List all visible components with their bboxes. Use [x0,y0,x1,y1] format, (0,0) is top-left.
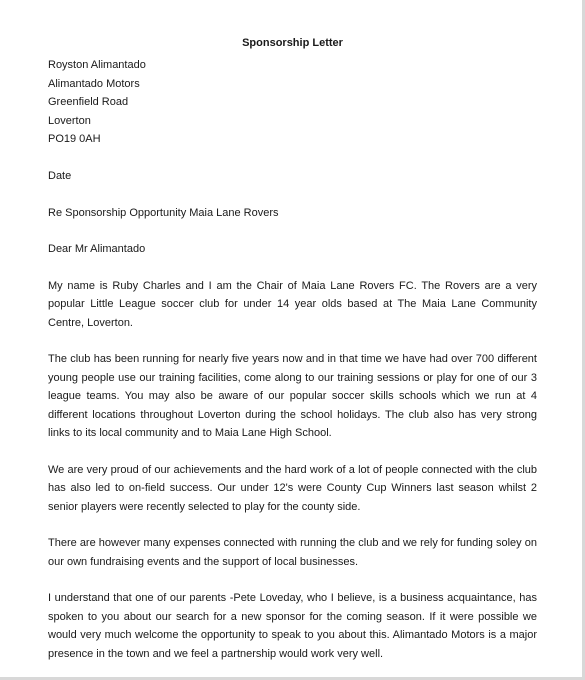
address-line-name: Royston Alimantado [48,59,146,71]
paragraph-sponsorship-request: I understand that one of our parents -Pete Loveday, who I believe, is a business acquaintance, has spoken to you about our search for a new sponsor for the coming season. If it were possible we would very much welcome the opportunity to speak to you about this. Alimantado Motors is a major presence in the town and we feel a partnership would work very well. [48,592,537,660]
paragraph-achievements: We are very proud of our achievements and the hard work of a lot of people connected with the club has also led to on-field success. Our under 12's were County Cup Winners last season whilst 2 senior players were recently selected to play for the county side. [48,463,537,513]
address-line-postcode: PO19 0AH [48,133,101,145]
paragraph-expenses: There are however many expenses connected with running the club and we rely for funding soley on our own fundraising events and the support of local businesses. [48,537,537,568]
letter-salutation: Dear Mr Alimantado [48,243,146,255]
recipient-address [48,56,537,149]
address-line-street: Greenfield Road [48,96,129,108]
letter-subject: Re Sponsorship Opportunity Maia Lane Rovers [48,206,279,219]
paragraph-introduction: My name is Ruby Charles and I am the Chair of Maia Lane Rovers FC. The Rovers are a very popular Little League soccer club for under 14 year olds based at The Maia Lane Community Centre, Loverton. [48,279,537,329]
address-line-town: Loverton [48,114,91,127]
address-line-company: Alimantado Motors [48,77,140,90]
letter-body [48,34,537,663]
paragraph-club-history: The club has been running for nearly five years now and in that time we have had over 700 different young people use our training facilities, come along to our training sessions or play for one of our 3 league teams. You may also be aware of our popular soccer skills schools which we run at 4 different locations throughout Loverton during the school holidays. The club also has very strong links to its local community and to Maia Lane High School. [48,353,537,439]
letter-title: Sponsorship Letter [242,37,343,49]
letter-date: Date [48,170,72,182]
